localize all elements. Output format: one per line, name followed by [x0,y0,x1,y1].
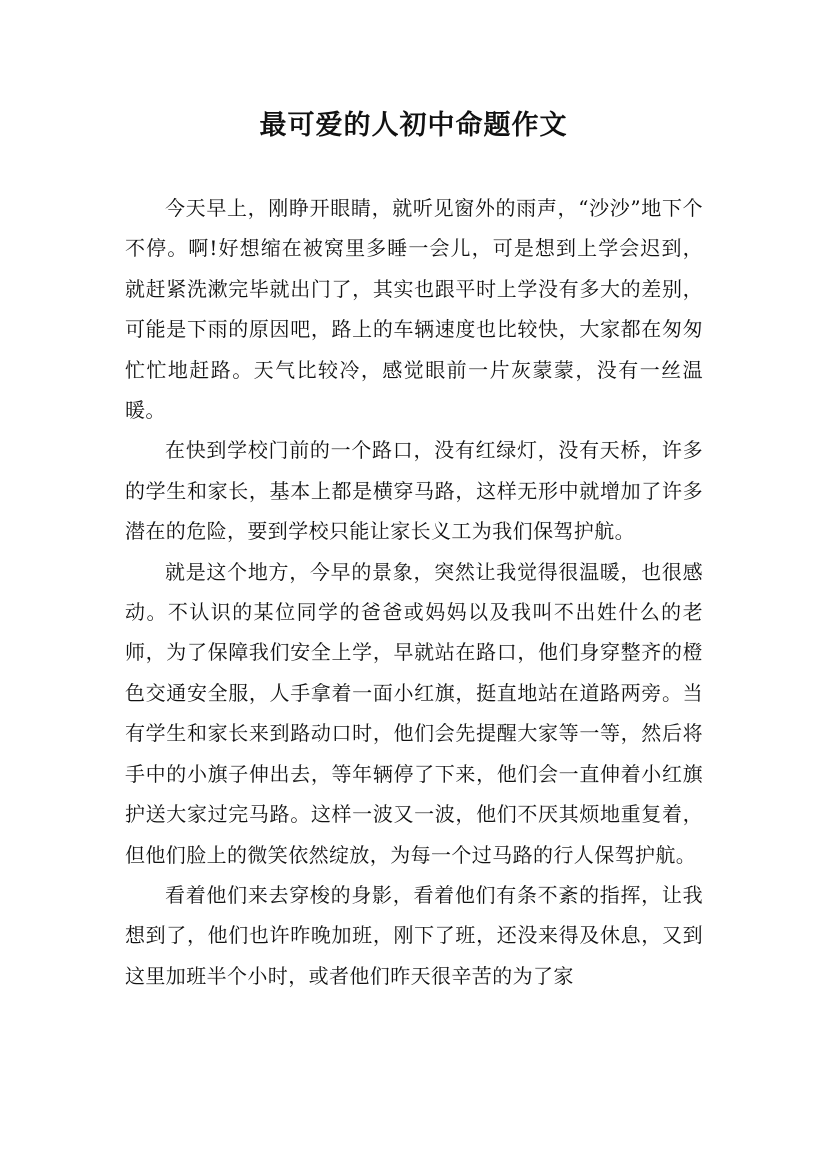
paragraph: 就是这个地方，今早的景象，突然让我觉得很温暖，也很感动。不认识的某位同学的爸爸或妈妈以及我叫不出姓什么的老师，为了保障我们安全上学，早就站在路口，他们身穿整齐的橙色交通安全服，人手拿着一面小红旗，挺直地站在道路两旁。当有学生和家长来到路动口时，他们会先提醒大家等一等，然后将手中的小旗子伸出去，等年辆停了下来，他们会一直伸着小红旗护送大家过完马路。这样一波又一波，他们不厌其烦地重复着，但他们脸上的微笑依然绽放，为每一个过马路的行人保驾护航。 [125,559,703,867]
document-body [125,188,703,996]
paragraph: 看着他们来去穿梭的身影，看着他们有条不紊的指挥，让我想到了，他们也许昨晚加班，刚下了班，还没来得及休息，又到这里加班半个小时，或者他们昨天很辛苦的为了家 [125,882,703,988]
paragraph: 今天早上，刚睁开眼睛，就听见窗外的雨声，“沙沙”地下个不停。啊!好想缩在被窝里多睡一会儿，可是想到上学会迟到，就赶紧洗漱完毕就出门了，其实也跟平时上学没有多大的差别，可能是下雨的原因吧，路上的车辆速度也比较快，大家都在匆匆忙忙地赶路。天气比较冷，感觉眼前一片灰蒙蒙，没有一丝温暖。 [125,196,703,423]
document-title: 最可爱的人初中命题作文 [259,110,568,141]
paragraph: 在快到学校门前的一个路口，没有红绿灯，没有天桥，许多的学生和家长，基本上都是横穿马路，这样无形中就增加了许多潜在的危险，要到学校只能让家长义工为我们保驾护航。 [125,438,703,544]
